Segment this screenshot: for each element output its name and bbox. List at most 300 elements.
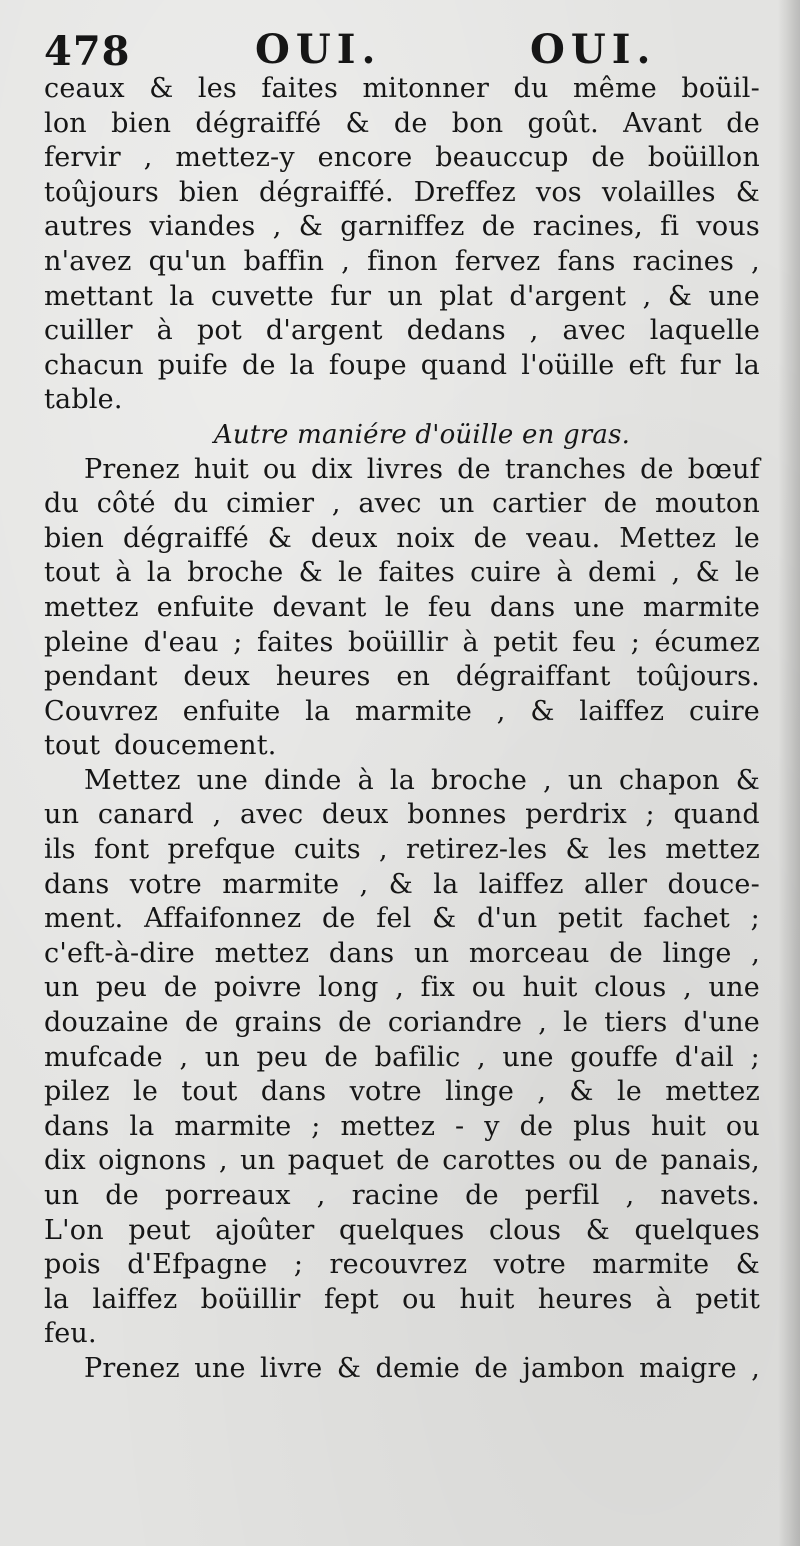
text-line <box>44 626 760 661</box>
word: d'un <box>477 903 538 935</box>
word: ; <box>630 626 640 658</box>
word: cuiller <box>44 315 133 347</box>
word: clous <box>488 1214 562 1246</box>
word: & <box>735 1249 760 1281</box>
word: le <box>734 557 760 589</box>
text-line <box>44 1075 760 1110</box>
word: de <box>591 142 626 174</box>
word: d'une <box>683 1007 760 1039</box>
word: côté <box>96 488 156 520</box>
word: de <box>465 1180 499 1211</box>
word: tout <box>44 730 101 762</box>
word: de <box>321 903 356 935</box>
text-line <box>44 1248 760 1283</box>
word: mettez <box>340 1110 436 1142</box>
word: livre <box>260 1352 323 1384</box>
word: bien <box>44 522 105 554</box>
word: pleine <box>44 626 130 658</box>
word: petit <box>558 903 623 935</box>
word: huit <box>193 453 249 485</box>
word: jambon <box>522 1352 625 1384</box>
text-line <box>44 487 760 522</box>
word: fachet <box>643 903 730 935</box>
word: long <box>318 972 379 1004</box>
word: , <box>179 1041 189 1073</box>
text-line <box>44 72 760 107</box>
word: , <box>476 1041 486 1073</box>
word: de <box>396 1145 430 1177</box>
page-header <box>40 14 760 74</box>
word: Affaifonnez <box>144 903 302 935</box>
word: de <box>481 211 516 243</box>
word: à <box>655 1283 673 1315</box>
word: & <box>336 1352 362 1384</box>
word: bonnes <box>407 799 507 831</box>
word: tout <box>44 557 101 589</box>
word: laiffez <box>92 1283 178 1315</box>
word: du <box>513 73 549 104</box>
word: la <box>129 1110 155 1142</box>
word: y <box>484 1110 500 1142</box>
word: retirez-les <box>406 834 548 866</box>
word: dix <box>310 453 353 485</box>
word: vos <box>535 176 582 208</box>
word: & <box>432 903 457 935</box>
text-line <box>44 1179 760 1214</box>
word: livres <box>366 453 444 485</box>
word: marmite <box>592 1249 710 1281</box>
word: paquet <box>287 1145 384 1177</box>
text-line <box>44 1352 760 1387</box>
text-line <box>44 280 760 315</box>
word: fix <box>420 972 456 1004</box>
word: dans <box>489 591 556 623</box>
word: dans <box>260 1076 327 1108</box>
word: faites <box>256 626 334 658</box>
word: , <box>395 972 405 1004</box>
word: ; <box>750 1041 760 1073</box>
word: petit <box>493 626 558 658</box>
word: , <box>625 1180 635 1211</box>
word: de <box>603 488 638 520</box>
word: ou <box>725 1110 760 1142</box>
word: , <box>272 211 282 243</box>
word: mufcade <box>44 1041 163 1073</box>
word: & <box>298 557 323 589</box>
word: mitonner <box>362 73 490 104</box>
text-line <box>44 141 760 176</box>
word: , <box>642 280 652 312</box>
word: bien <box>111 107 172 139</box>
word: fervir <box>44 142 121 174</box>
text-line <box>44 245 760 280</box>
text-line <box>44 937 760 972</box>
word: votre <box>129 868 202 900</box>
word: heures <box>537 1283 633 1315</box>
word: , <box>671 557 681 589</box>
word: , <box>341 245 351 277</box>
word: mettez <box>665 1076 760 1108</box>
word: & <box>735 764 760 796</box>
word: , <box>331 488 341 520</box>
word: baffin <box>243 245 325 277</box>
word: n'avez <box>44 245 132 277</box>
word: toûjours <box>44 176 159 208</box>
word: racines, <box>532 211 643 243</box>
word: heures <box>275 661 371 693</box>
word: dans <box>44 868 110 900</box>
word: fept <box>323 1283 379 1315</box>
word: boüillir <box>348 626 448 658</box>
word: le <box>384 591 410 623</box>
body-text <box>44 72 760 1387</box>
word: foupe <box>328 349 407 381</box>
word: d'eau <box>143 626 219 658</box>
word: petit <box>695 1283 760 1315</box>
word: avec <box>562 315 626 347</box>
word: & <box>530 695 555 727</box>
word: douce- <box>667 868 760 900</box>
word: , <box>218 1145 228 1177</box>
word: vous <box>696 211 760 243</box>
word: cuire <box>688 695 760 727</box>
text-line <box>44 1283 760 1318</box>
word: devant <box>272 591 367 623</box>
word: garniffez <box>340 211 465 243</box>
word: mettant <box>44 280 154 312</box>
word: le <box>338 557 364 589</box>
section-heading: Autre maniére d'oüille en gras. <box>213 419 631 450</box>
word: du <box>173 488 209 520</box>
word: perfil <box>524 1180 600 1211</box>
word: écumez <box>654 626 760 658</box>
word: L'on <box>44 1214 104 1246</box>
word: fervez <box>454 245 541 277</box>
word: & <box>298 211 323 243</box>
word: votre <box>349 1076 422 1108</box>
word: cartier <box>492 488 587 520</box>
word: clous <box>594 972 667 1004</box>
word: , <box>378 834 388 866</box>
text-line <box>44 522 760 557</box>
word: table. <box>44 384 123 416</box>
word: un <box>204 1041 240 1073</box>
word: d'argent <box>265 315 383 347</box>
text-line <box>44 764 760 799</box>
word: peut <box>128 1214 191 1246</box>
word: dégraiffé <box>195 107 322 139</box>
word: feu <box>572 626 617 658</box>
word: linge <box>445 1076 515 1108</box>
page-edge-shadow <box>778 0 800 1546</box>
word: , <box>683 972 692 1004</box>
word: recouvrez <box>329 1249 468 1281</box>
word: broche <box>187 557 284 589</box>
word: volailles <box>601 176 716 208</box>
word: une <box>502 1041 554 1073</box>
word: eft <box>628 349 666 381</box>
text-line <box>44 1144 760 1179</box>
word: dix <box>44 1145 86 1177</box>
word: marmite <box>174 1110 292 1142</box>
word: quand <box>673 799 760 831</box>
word: fi <box>660 211 680 243</box>
word: enfuite <box>156 591 255 623</box>
word: pois <box>44 1249 101 1281</box>
word: dégraiffé <box>122 522 249 554</box>
word: fans <box>557 245 616 277</box>
word: demi <box>587 557 657 589</box>
word: une <box>194 1352 246 1384</box>
word: morceau <box>468 937 590 969</box>
word: pilez <box>44 1076 110 1108</box>
word: , <box>751 937 760 969</box>
word: de <box>473 522 508 554</box>
word: fel <box>376 903 412 935</box>
word: ou <box>402 1283 437 1315</box>
word: broche <box>430 764 528 796</box>
word: huit <box>522 972 578 1004</box>
word: douzaine <box>44 1007 169 1039</box>
word: , <box>751 1352 760 1384</box>
word: boüillon <box>647 142 760 174</box>
word: dégraiffant <box>455 661 611 693</box>
word: , <box>212 799 222 831</box>
word: & <box>388 868 413 900</box>
text-line <box>44 176 760 211</box>
word: deux <box>183 661 251 693</box>
word: Dreffez <box>413 176 516 208</box>
text-line <box>44 1317 760 1352</box>
word: Avant <box>623 107 703 139</box>
word: le <box>563 1007 589 1039</box>
word: ; <box>645 799 655 831</box>
word: aller <box>583 868 648 900</box>
word: bœuf <box>687 453 760 485</box>
word: la <box>305 695 331 727</box>
word: la <box>734 349 760 381</box>
word: qu'un <box>148 245 227 277</box>
word: linge <box>662 937 732 969</box>
word: marmite <box>355 695 473 727</box>
word: dégraiffé. <box>259 176 394 208</box>
word: veau. <box>526 522 601 554</box>
word: de <box>640 453 674 485</box>
word: & <box>569 1076 594 1108</box>
word: , <box>537 1076 547 1108</box>
word: ; <box>311 1110 321 1142</box>
word: un <box>44 799 80 831</box>
word: laiffez <box>579 695 665 727</box>
word: carottes <box>442 1145 556 1177</box>
text-line <box>44 660 760 695</box>
word: demie <box>375 1352 460 1384</box>
word: de <box>393 107 428 139</box>
word: dinde <box>264 764 342 796</box>
word: toûjours. <box>636 661 760 693</box>
word: la <box>433 868 459 900</box>
word: de <box>324 1041 359 1073</box>
word: , <box>143 142 153 174</box>
word: de <box>457 453 491 485</box>
word: même <box>572 73 657 104</box>
word: du <box>44 488 80 520</box>
word: & <box>267 522 292 554</box>
word: racine <box>351 1180 440 1211</box>
word: ou <box>471 972 506 1004</box>
text-line <box>44 107 760 142</box>
word: tiers <box>604 1007 668 1039</box>
word: de <box>163 972 198 1004</box>
word: ils <box>44 834 76 866</box>
word: deux <box>321 799 389 831</box>
word: la <box>289 349 315 381</box>
word: plus <box>573 1110 632 1142</box>
text-line <box>44 349 760 384</box>
word: cuits <box>293 834 361 866</box>
word: le <box>734 522 760 554</box>
text-line <box>44 314 760 349</box>
word: de <box>614 1145 649 1177</box>
word: boüil- <box>681 73 760 104</box>
word: mettez-y <box>175 142 295 174</box>
word: panais, <box>660 1145 760 1177</box>
word: à <box>462 626 479 658</box>
word: de <box>338 1007 372 1039</box>
text-line <box>44 453 760 488</box>
word: dans <box>44 1110 110 1142</box>
word: quelques <box>634 1214 760 1246</box>
word: doucement. <box>114 730 277 762</box>
word: cimier <box>226 488 315 520</box>
word: une <box>196 764 249 796</box>
word: font <box>93 834 150 866</box>
word: prefque <box>167 834 276 866</box>
word: de <box>609 937 643 969</box>
word: mettez <box>665 834 760 866</box>
word: , <box>751 245 760 277</box>
word: marmite <box>642 591 760 623</box>
word: une <box>573 591 625 623</box>
word: la <box>44 1283 70 1315</box>
word: ; <box>293 1249 304 1281</box>
text-line <box>44 383 760 418</box>
word: puife <box>157 349 229 381</box>
text-line <box>44 902 760 937</box>
word: & <box>667 280 693 312</box>
word: la <box>146 557 173 589</box>
word: boüillir <box>200 1283 301 1315</box>
word: tranches <box>504 453 627 485</box>
word: les <box>607 834 648 866</box>
word: un <box>387 280 423 312</box>
word: viandes <box>149 211 256 243</box>
word: feu. <box>44 1318 97 1350</box>
word: & <box>735 176 760 208</box>
word: pot <box>196 315 242 347</box>
word: fur <box>679 349 721 381</box>
word: faites <box>378 557 455 589</box>
word: une <box>708 972 760 1004</box>
word: la <box>169 280 195 312</box>
text-line <box>44 1006 760 1041</box>
word: , <box>316 1180 326 1211</box>
word: huit <box>459 1283 515 1315</box>
text-line <box>44 868 760 903</box>
text-line <box>44 1041 760 1076</box>
word: fur <box>330 280 372 312</box>
word: un <box>44 1180 80 1211</box>
word: huit <box>650 1110 707 1142</box>
text-line <box>44 971 760 1006</box>
word: perdrix <box>525 799 627 831</box>
word: Couvrez <box>44 695 159 727</box>
word: & <box>149 73 174 104</box>
word: un <box>414 937 450 969</box>
word: d'argent <box>509 280 627 312</box>
word: c'eft-à-dire <box>44 937 195 969</box>
word: , <box>496 695 506 727</box>
word: quelques <box>339 1214 465 1246</box>
text-line <box>44 1214 760 1249</box>
word: , <box>529 315 539 347</box>
word: mettez <box>44 591 139 623</box>
word: d'ail <box>674 1041 734 1073</box>
word: & <box>345 107 370 139</box>
word: à <box>556 557 573 589</box>
word: marmite <box>222 868 340 900</box>
word: le <box>133 1076 159 1108</box>
word: laquelle <box>649 315 760 347</box>
word: chapon <box>619 764 720 796</box>
word: Mettez <box>84 764 181 796</box>
word: & <box>565 834 590 866</box>
text-line <box>44 695 760 730</box>
word: ceaux <box>44 73 125 104</box>
word: - <box>455 1110 465 1142</box>
running-head-right: OUI. <box>530 26 657 73</box>
word: enfuite <box>182 695 281 727</box>
word: de <box>184 1007 219 1039</box>
word: ; <box>233 626 243 658</box>
text-line <box>44 210 760 245</box>
word: quand <box>420 349 508 381</box>
word: peu <box>95 972 148 1004</box>
word: goût. <box>527 107 599 139</box>
word: , <box>543 764 552 796</box>
word: un <box>240 1145 276 1177</box>
word: de <box>105 1180 139 1211</box>
word: poivre <box>214 972 302 1004</box>
word: autres <box>44 211 133 243</box>
word: racines <box>632 245 735 277</box>
word: le <box>616 1076 642 1108</box>
word: beauccup <box>435 142 569 174</box>
word: & <box>695 557 720 589</box>
word: & <box>585 1214 610 1246</box>
word: ou <box>568 1145 603 1177</box>
word: porreaux <box>165 1180 291 1211</box>
word: , <box>538 1007 548 1039</box>
word: grains <box>234 1007 323 1039</box>
text-line <box>44 833 760 868</box>
word: à <box>115 557 132 589</box>
word: un <box>439 488 475 520</box>
word: , <box>359 868 369 900</box>
word: ; <box>750 903 760 935</box>
word: l'oüille <box>521 349 615 381</box>
word: plat <box>439 280 493 312</box>
